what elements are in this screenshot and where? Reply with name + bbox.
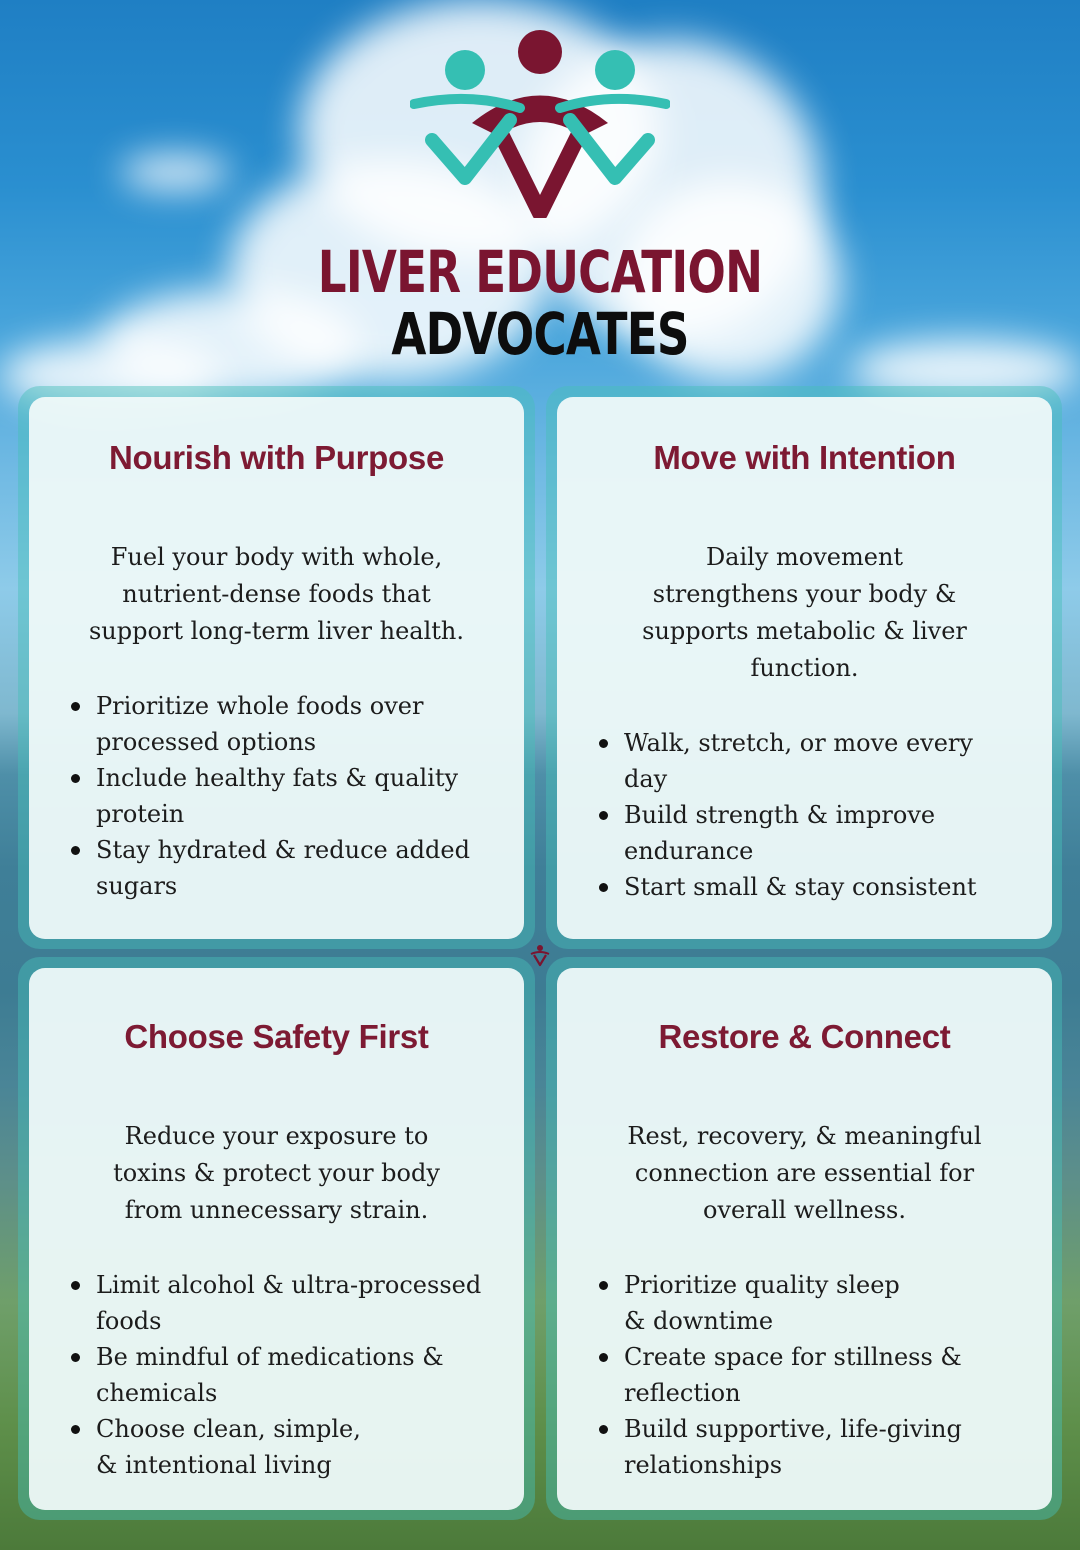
list-item: Prioritize whole foods over processed options xyxy=(59,688,494,760)
card-restore xyxy=(557,968,1052,1510)
card-safety xyxy=(29,968,524,1510)
list-item: Be mindful of medications & chemicals xyxy=(59,1339,494,1411)
list-item: Include healthy fats & quality protein xyxy=(59,760,494,832)
card-bullet-list xyxy=(587,725,1022,905)
list-item: Build supportive, life-giving relationships xyxy=(587,1411,1022,1483)
card-bullet-list xyxy=(587,1267,1022,1483)
card-nourish xyxy=(29,397,524,939)
card-bullet-list xyxy=(59,688,494,904)
list-item: Create space for stillness & reflection xyxy=(587,1339,1022,1411)
list-item: Choose clean, simple, & intentional living xyxy=(59,1411,494,1483)
card-move xyxy=(557,397,1052,939)
card-title: Move with Intention xyxy=(653,439,956,476)
card-intro: Daily movement strengthens your body & supports metabolic & liver function. xyxy=(642,543,967,682)
brand-title-line2: ADVOCATES xyxy=(391,300,689,368)
card-intro: Reduce your exposure to toxins & protect your body from unnecessary strain. xyxy=(113,1122,440,1224)
card-bullet-list xyxy=(59,1267,494,1483)
card-title: Nourish with Purpose xyxy=(108,439,445,476)
card-intro: Rest, recovery, & meaningful connection are essential for overall wellness. xyxy=(627,1122,982,1224)
card-title: Restore & Connect xyxy=(658,1018,951,1055)
three-people-logo-icon xyxy=(410,28,670,218)
list-item: Start small & stay consistent xyxy=(587,869,1022,905)
list-item: Limit alcohol & ultra-processed foods xyxy=(59,1267,494,1339)
small-logo-icon xyxy=(529,944,551,968)
card-intro: Fuel your body with whole, nutrient-dense foods that support long-term liver health. xyxy=(88,543,465,645)
list-item: Walk, stretch, or move every day xyxy=(587,725,1022,797)
card-title: Choose Safety First xyxy=(124,1018,429,1055)
list-item: Prioritize quality sleep & downtime xyxy=(587,1267,1022,1339)
list-item: Build strength & improve endurance xyxy=(587,797,1022,869)
brand-title-line1: LIVER EDUCATION xyxy=(317,238,763,306)
list-item: Stay hydrated & reduce added sugars xyxy=(59,832,494,904)
